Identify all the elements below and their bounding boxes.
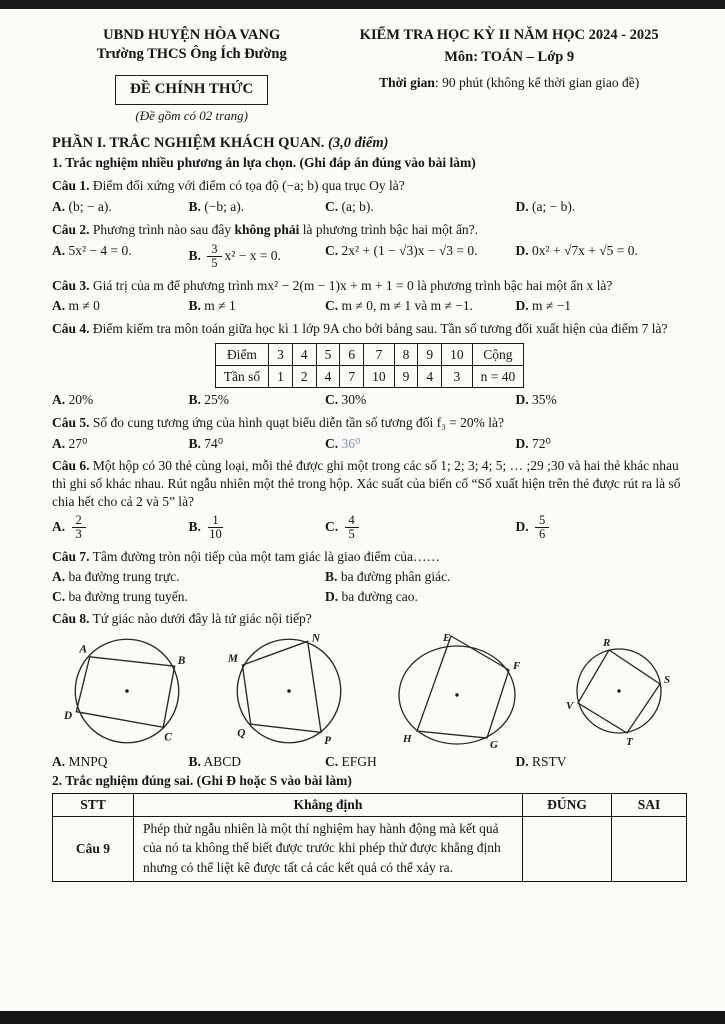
header-right-block [331,26,687,124]
q3-option-c: C. m ≠ 0, m ≠ 1 và m ≠ −1. [325,298,473,314]
q6-option-a: A. $\frac{2}{3}$ [52,513,189,543]
q1-label: Câu 1. [52,178,90,194]
svg-text:A: A [79,643,87,656]
q2-option-d: D. 0x² + √7x + √5 = 0. [515,242,638,258]
svg-text:B: B [177,655,186,668]
question-6 [52,457,687,542]
q8-option-c: C. EFGH [325,754,377,770]
fraction: $\frac{2}{3}$ [72,514,86,542]
svg-text:P: P [324,734,332,747]
q7-options-row2 [52,588,687,606]
question-4 [52,320,687,409]
question-2 [52,221,687,272]
question-8 [52,610,687,771]
q8-option-d: D. RSTV [515,754,567,770]
header-left-block [52,26,331,124]
q5-option-c: C. 36⁰ [325,435,361,451]
q4-option-a: A. 20% [52,392,94,408]
q5-label: Câu 5. [52,414,90,430]
fraction: $\frac{4}{5}$ [345,514,359,542]
question-5 [52,414,687,453]
q8-option-a: A. MNPQ [52,754,108,770]
q2-options [52,242,687,272]
diagram-abcd [58,632,196,750]
svg-text:D: D [63,710,73,723]
section1-title: 1. Trắc nghiệm nhiều phương án lựa chọn. (Ghi đáp án đúng vào bài làm) [52,155,476,171]
q6-text: Một hộp có 30 thẻ cùng loại, mỗi thẻ được ghi một trong các số 1; 2; 3; 4; 5; … ;29 ;30 và hai thẻ khác nhau thì ghi số khác nhau. Rút ngẫu nhiên một thẻ trong hộp. Xác suất của biến cố “Số xuất hiện trên thẻ được rút ra là số chia hết cho cả 2 và 5” là? [52,458,681,510]
org-name: UBND HUYỆN HÒA VANG [103,27,281,43]
q5-option-b: B. 74⁰ [188,435,224,451]
cau9-statement: Phép thử ngẫu nhiên là một thí nghiệm hay hành động mà kết quả của nó ta không thể biết được trước khi phép thử được khẳng định nhưng có thể liệt kê được tất cả các kết quả có thể xảy ra. [134,816,523,882]
q1-option-a: A. (b; − a). [52,198,112,214]
q6-label: Câu 6. [52,458,90,474]
part1-points: (3,0 điểm) [324,135,389,152]
q1-option-d: D. (a; − b). [515,198,576,214]
svg-text:E: E [442,632,450,645]
q6-options [52,513,687,543]
fraction: $\frac{3}{5}$ [207,243,221,271]
question-3 [52,277,687,316]
svg-text:C: C [164,731,172,744]
q7-text: Tâm đường tròn nội tiếp của một tam giác là giao điểm của…… [92,548,441,564]
svg-text:T: T [625,736,633,748]
q2-label: Câu 2. [52,221,90,237]
q2-option-b: B. $\frac{3}{5}$ x² − x = 0. [188,241,281,271]
cau9-sai-cell [612,816,687,882]
q7-options-row1 [52,568,687,586]
q3-label: Câu 3. [52,277,90,293]
exam-title: KIỂM TRA HỌC KỲ II NĂM HỌC 2024 - 2025 [359,27,659,43]
q5-text: Số đo cung tương ứng của hình quạt biểu diễn tần số tương đối f₃ = 20% là? [92,414,505,430]
q6-option-d: D. $\frac{5}{6}$ [516,513,687,543]
svg-text:M: M [228,653,239,666]
exam-duration [331,74,687,92]
q2-option-c: C. 2x² + (1 − √3)x − √3 = 0. [325,242,478,258]
q8-label: Câu 8. [52,611,90,627]
part1-title-main: PHẦN I. TRẮC NGHIỆM KHÁCH QUAN. [52,135,325,152]
q7-option-d: D. ba đường cao. [325,588,418,604]
question-7 [52,548,687,605]
scan-edge-bottom [0,1011,725,1024]
true-false-table [52,793,687,883]
svg-text:H: H [402,733,412,746]
q2-text: Phương trình nào sau đây không phải là phương trình bậc hai một ẩn?. [92,221,479,237]
q4-label: Câu 4. [52,321,90,337]
cau9-dung-cell [523,816,612,882]
svg-text:G: G [489,739,498,751]
official-exam-box: ĐỀ CHÍNH THỨC [115,75,268,105]
q8-diagrams [52,632,687,750]
duration-value: : 90 phút (không kể thời gian giao đề) [434,75,640,91]
frequency-table [215,343,525,388]
table-header-row: STT Khẳng định ĐÚNG SAI [53,793,687,816]
svg-text:R: R [602,637,611,650]
q8-options [52,753,687,771]
q1-option-c: C. (a; b). [325,198,374,214]
svg-text:F: F [512,660,520,673]
q5-option-d: D. 72⁰ [515,435,551,451]
q3-options [52,297,687,315]
table-row-cau9: Câu 9 Phép thử ngẫu nhiên là một thí nghiệm hay hành động mà kết quả của nó ta không thể biết được trước khi phép thử được khẳng định nhưng có thể liệt kê được tất cả các kết quả có thể xảy ra. [53,816,687,882]
fraction: $\frac{5}{6}$ [535,514,549,542]
q6-option-b: B. $\frac{1}{10}$ [188,512,222,542]
q6-option-c: C. $\frac{4}{5}$ [325,513,516,543]
q3-option-d: D. m ≠ −1 [515,298,572,314]
q5-options [52,435,687,453]
table-row: Điểm 3 4 5 6 7 8 9 10 Cộng [215,344,524,366]
svg-text:Q: Q [237,727,246,740]
svg-text:S: S [663,674,671,687]
svg-text:V: V [565,700,574,713]
q7-label: Câu 7. [52,548,90,564]
svg-text:N: N [312,632,321,645]
q1-text: Điểm đối xứng với điểm có tọa độ (−a; b) qua trục Oy là? [92,178,405,194]
q5-option-a: A. 27⁰ [52,435,88,451]
q8-text: Tứ giác nào dưới đây là tứ giác nội tiếp? [92,611,312,627]
q4-options [52,391,687,409]
part1-title [52,134,687,153]
question-1 [52,177,687,216]
q8-option-b: B. ABCD [188,754,242,770]
q3-option-b: B. m ≠ 1 [188,298,236,314]
q4-option-c: C. 30% [325,392,367,408]
section2-title: 2. Trắc nghiệm đúng sai. (Ghi Đ hoặc S vào bài làm) [52,772,352,788]
q7-option-a: A. ba đường trung trực. [52,568,180,584]
q4-text: Điểm kiểm tra môn toán giữa học kì 1 lớp 9A cho bởi bảng sau. Tần số tương đối xuất hiện của điểm 7 là? [92,321,668,337]
q2-option-a: A. 5x² − 4 = 0. [52,242,132,258]
q7-option-c: C. ba đường trung tuyến. [52,588,188,604]
scan-edge-top [0,0,725,9]
exam-header [52,26,687,124]
diagram-mnpq [220,632,358,750]
table-row: Tần số 1 2 4 7 10 9 4 3 n = 40 [215,366,524,388]
q4-option-b: B. 25% [188,392,230,408]
duration-label: Thời gian [379,75,435,91]
q3-option-a: A. m ≠ 0 [52,298,100,314]
q1-option-b: B. (−b; a). [188,198,245,214]
q3-text: Giá trị của m để phương trình mx² − 2(m − 1)x + m + 1 = 0 là phương trình bậc hai một ẩn x là? [92,277,613,293]
q4-option-d: D. 35% [515,392,557,408]
fraction: $\frac{1}{10}$ [209,512,222,542]
exam-subject: Môn: TOÁN – Lớp 9 [444,49,575,66]
school-name: Trường THCS Ông Ích Đường [96,46,287,63]
q7-option-b: B. ba đường phân giác. [325,568,451,584]
diagram-rstv [559,635,681,747]
pages-note: (Đề gồm có 02 trang) [135,108,249,124]
diagram-efgh [383,632,535,750]
q1-options [52,198,687,216]
